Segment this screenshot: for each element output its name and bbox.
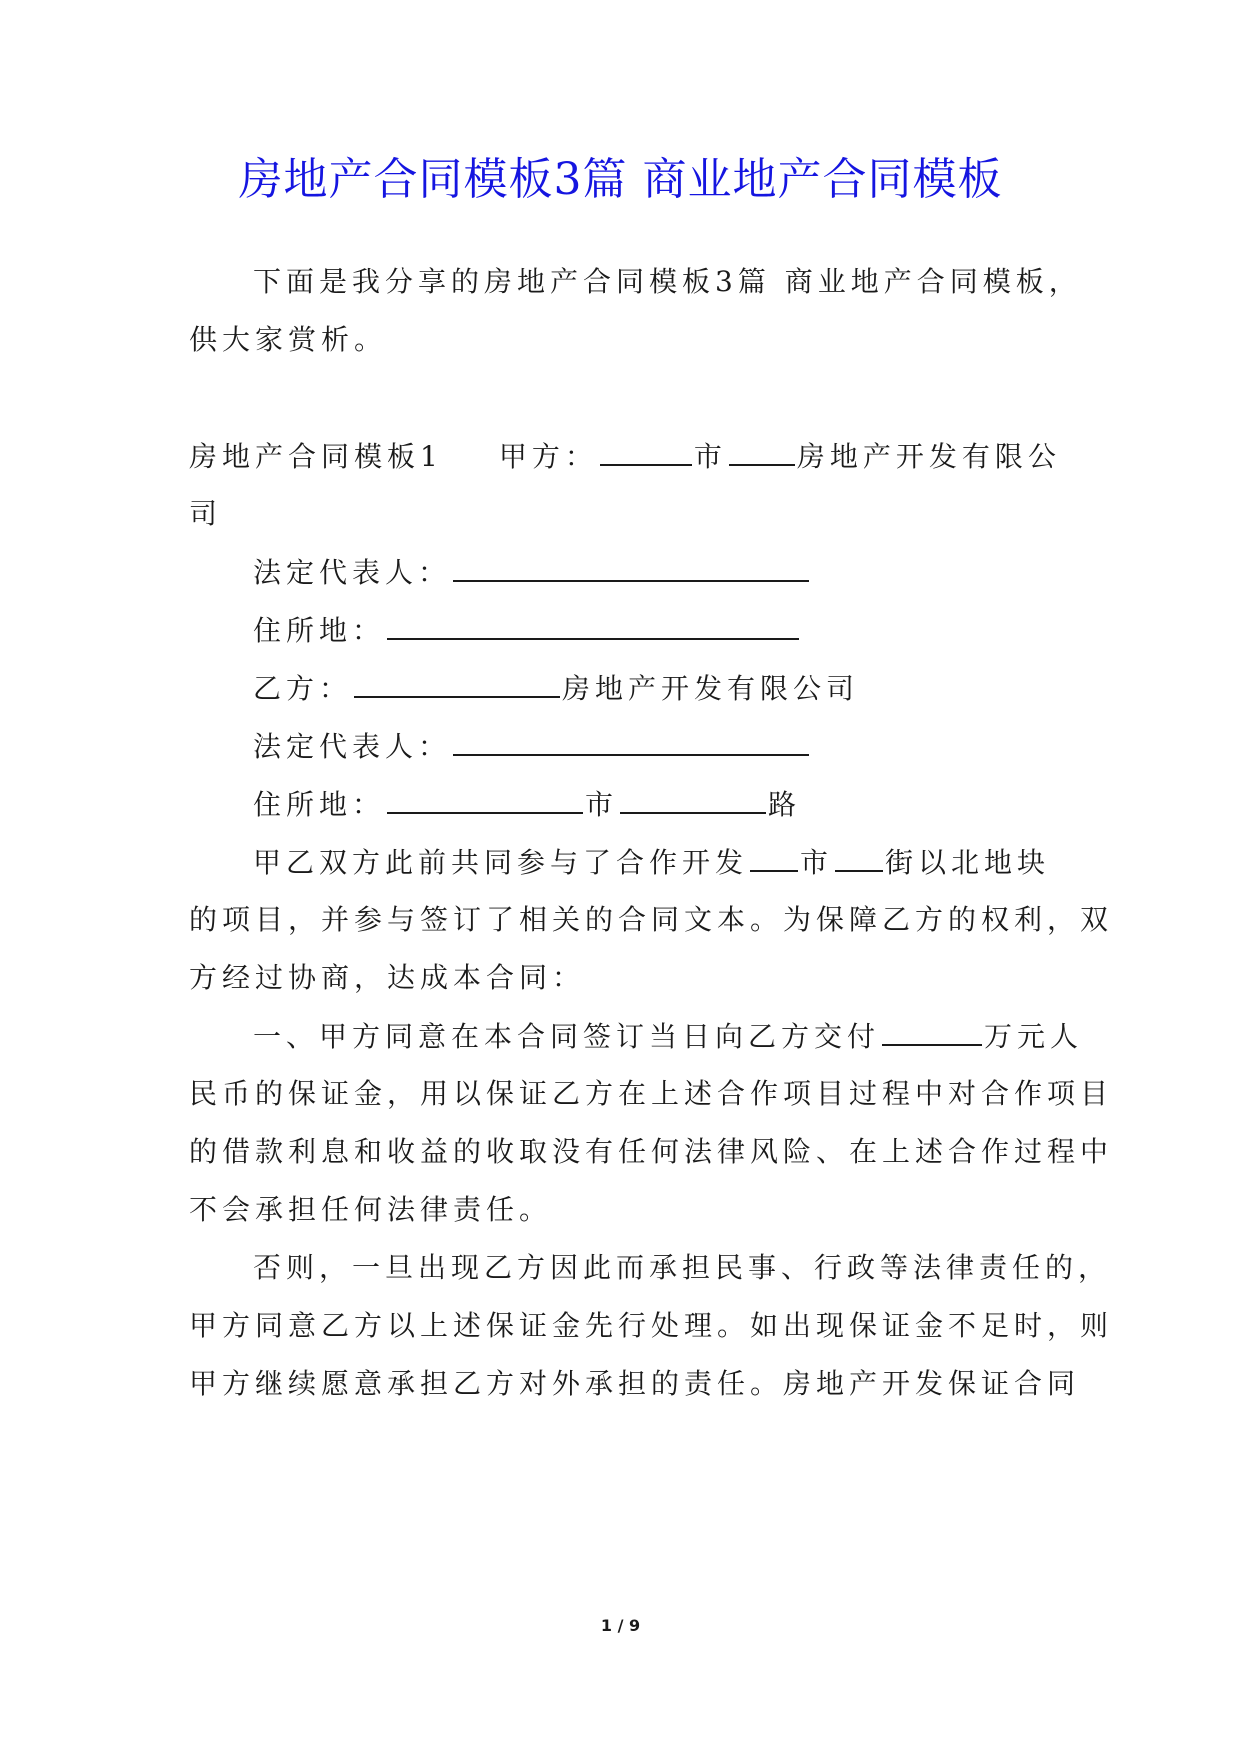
para2-text-b: 万元人 <box>984 1020 1084 1053</box>
party-a-city: 市 <box>693 440 727 473</box>
intro-line-1: 下面是我分享的房地产合同模板3篇 商业地产合同模板， <box>253 265 1082 298</box>
address-line-2 <box>253 784 801 825</box>
party-a-company: 房地产开发有限公 <box>796 440 1061 473</box>
para3-line-2: 甲方同意乙方以上述保证金先行处理。如出现保证金不足时，则 <box>189 1309 1114 1342</box>
para1-line-2: 的项目，并参与签订了相关的合同文本。为保障乙方的权利，双 <box>189 903 1114 936</box>
legal-rep-line-1 <box>253 552 811 593</box>
legal-rep-label: 法定代表人： <box>253 730 452 763</box>
blank-field <box>835 842 883 872</box>
blank-field <box>453 726 809 756</box>
para2-line-2: 民币的保证金，用以保证乙方在上述合作项目过程中对合作项目 <box>189 1077 1114 1110</box>
para3-line-3: 甲方继续愿意承担乙方对外承担的责任。房地产开发保证合同 <box>189 1367 1081 1400</box>
legal-rep-label: 法定代表人： <box>253 556 452 589</box>
blank-field <box>600 436 692 466</box>
para1-text-a: 甲乙双方此前共同参与了合作开发 <box>253 846 749 879</box>
page-number: 1 / 9 <box>600 1616 641 1635</box>
blank-field <box>387 784 583 814</box>
para1-text-b: 市 <box>800 846 834 879</box>
party-a-label: 甲方： <box>498 440 598 473</box>
blank-field <box>882 1016 982 1046</box>
party-b-label: 乙方： <box>253 672 353 705</box>
para2-text-a: 一、甲方同意在本合同签订当日向乙方交付 <box>253 1020 881 1053</box>
address-label: 住所地： <box>253 788 386 821</box>
para1-line-3: 方经过协商，达成本合同： <box>189 961 586 994</box>
party-a-company-end: 司 <box>189 497 223 530</box>
blank-field <box>387 610 799 640</box>
legal-rep-line-2 <box>253 726 811 767</box>
address-city: 市 <box>585 788 619 821</box>
blank-field <box>453 552 809 582</box>
address-road: 路 <box>768 788 802 821</box>
blank-field <box>620 784 766 814</box>
para1-text-c: 街以北地块 <box>885 846 1051 879</box>
para2-line-3: 的借款利息和收益的收取没有任何法律风险、在上述合作过程中 <box>189 1135 1114 1168</box>
para3-line-1: 否则，一旦出现乙方因此而承担民事、行政等法律责任的， <box>253 1251 1112 1284</box>
intro-line-2: 供大家赏析。 <box>189 323 388 356</box>
para2-line-4: 不会承担任何法律责任。 <box>189 1193 553 1226</box>
party-b-line <box>253 668 859 709</box>
address-line-1 <box>253 610 801 651</box>
document-title: 房地产合同模板3篇 商业地产合同模板 <box>238 154 1003 205</box>
blank-field <box>354 668 560 698</box>
blank-field <box>729 436 795 466</box>
para1-line-1 <box>253 842 1050 883</box>
party-a-line <box>189 436 1061 477</box>
party-b-company: 房地产开发有限公司 <box>562 672 860 705</box>
section-heading: 房地产合同模板1 <box>189 440 443 473</box>
para2-line-1 <box>253 1016 1083 1057</box>
blank-field <box>750 842 798 872</box>
address-label: 住所地： <box>253 614 386 647</box>
